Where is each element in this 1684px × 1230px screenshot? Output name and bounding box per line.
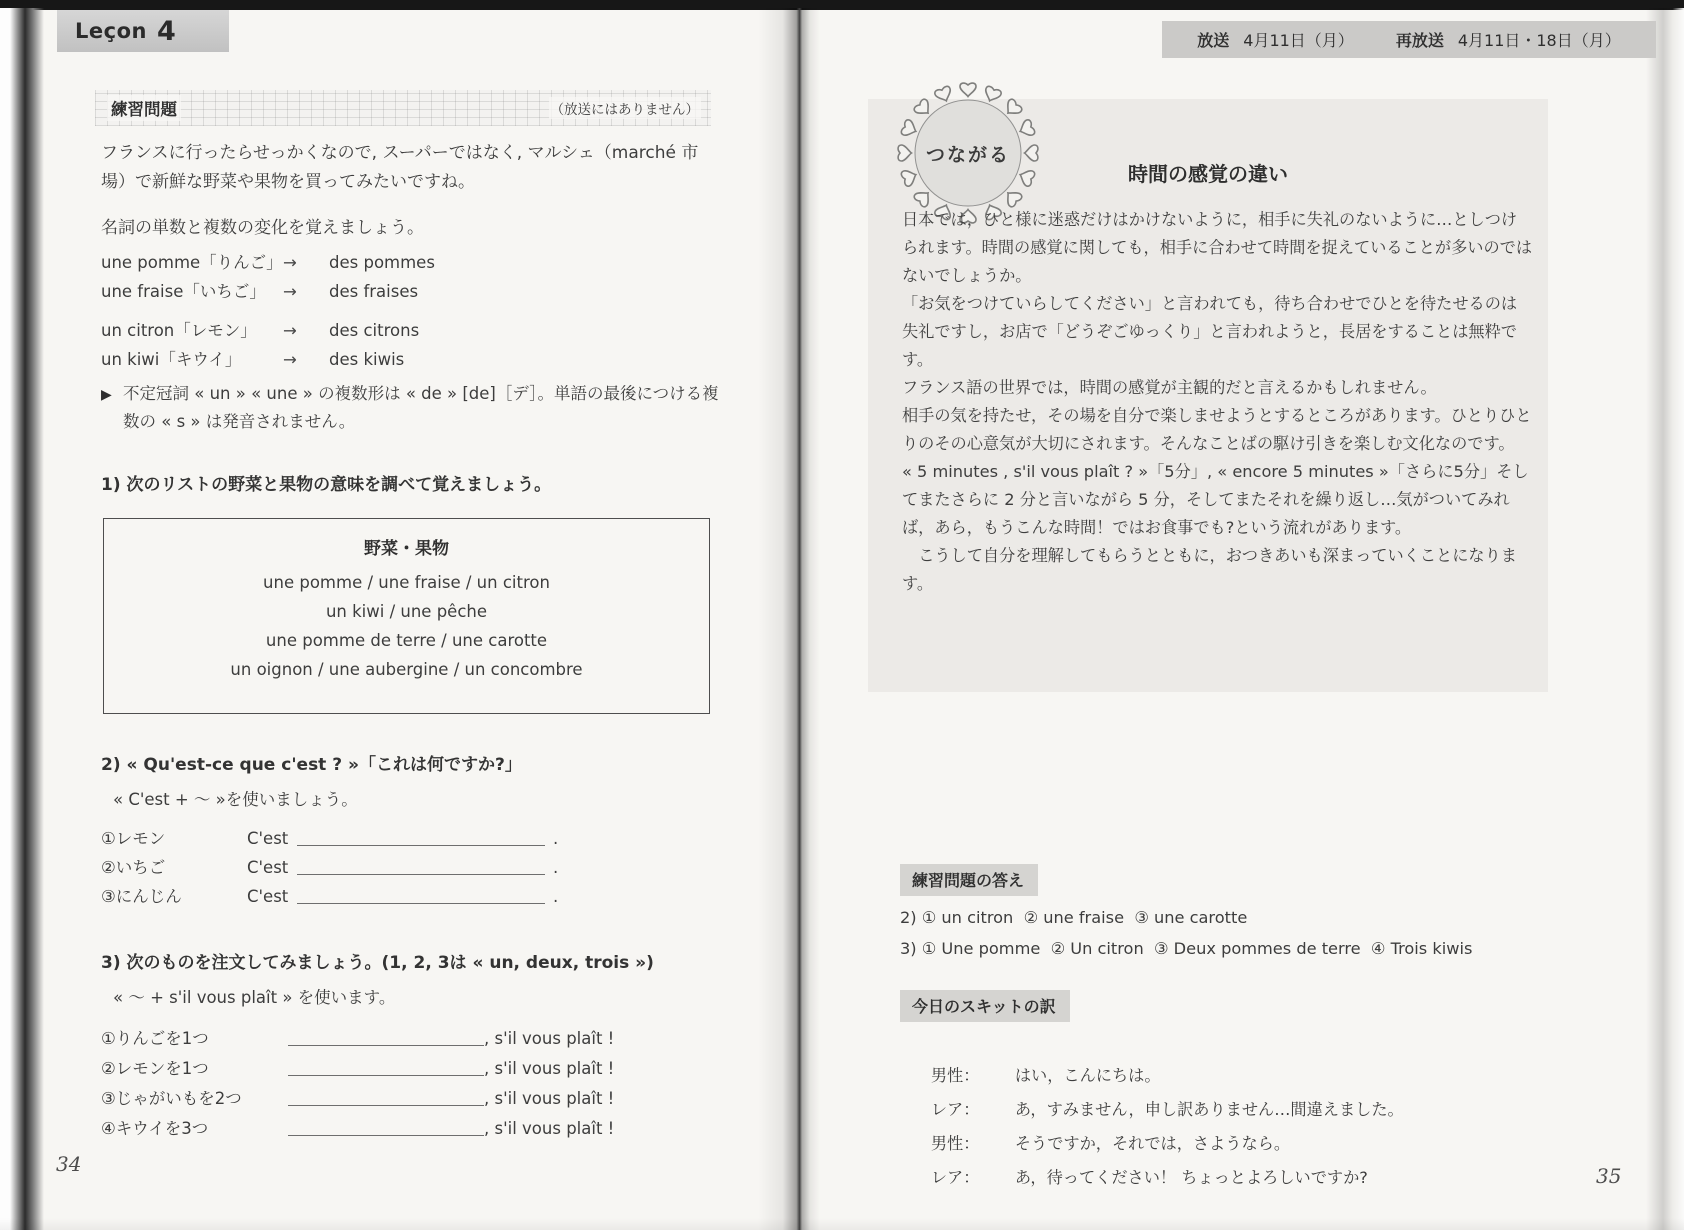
exercise2-item (101, 884, 558, 910)
skit-line (900, 1102, 1291, 1153)
period: . (553, 887, 559, 906)
skit-line (900, 1136, 1368, 1187)
arrow-right-glyph: → (283, 253, 297, 272)
item-word: りんごを1つ (115, 1029, 209, 1048)
broadcast-label: 放送 (1197, 31, 1230, 50)
column-paragraph: « 5 minutes , s'il vous plaît ? »「5分」, « encore 5 minutes »「さらに5分」そしてまたさらに 2 分と言いながら 5 分，そしてまたそれを繰り返し…気がついてみれば，あら，もうこんな時間！ではお食事でも?という流れがあります。 (902, 462, 1529, 537)
vocab-plural: des citrons (329, 321, 420, 340)
vocab-row (101, 316, 435, 345)
arrow-right-glyph: → (283, 350, 297, 369)
grammar-note (101, 380, 725, 436)
lesson-number: 4 (156, 15, 176, 47)
skit-line (900, 1068, 1404, 1119)
item-label (101, 1116, 288, 1142)
vocab-row (101, 345, 435, 374)
vocab-singular: un kiwi「キウイ」 (101, 350, 242, 369)
skit-text: あ，すみません，申し訳ありません…間違えました。 (1014, 1100, 1404, 1119)
arrow-right-glyph: → (283, 282, 297, 301)
intro-paragraph: フランスに行ったらせっかくなので, スーパーではなく, マルシェ（marché 市場）で新鮮な野菜や果物を買ってみたいですね。 (101, 143, 699, 192)
circled-number: ① (101, 1029, 116, 1048)
circled-number: ④ (101, 1119, 116, 1138)
cest-prefix: C'est (247, 858, 289, 877)
exercise3-item (101, 1086, 614, 1112)
item-word: キウイを3つ (115, 1119, 209, 1138)
column-body (902, 206, 1532, 598)
answer-blank (288, 1056, 484, 1076)
skit-translation-header: 今日のスキットの訳 (900, 990, 1070, 1022)
item-label (101, 1056, 288, 1082)
box-line: un kiwi / une pêche (325, 602, 488, 621)
book-gutter-shadow (758, 8, 820, 1230)
item-word: にんじん (115, 887, 182, 906)
item-label (101, 855, 247, 881)
item-label (101, 826, 247, 852)
answer-blank (288, 1086, 484, 1106)
sil-vous-plait-suffix: , s'il vous plaît ! (484, 1119, 615, 1138)
exercise1-heading: 1) 次のリストの野菜と果物の意味を調べて覚えましょう。 (101, 475, 552, 495)
skit-text: はい，こんにちは。 (1014, 1066, 1161, 1085)
exercise3-item (101, 1026, 614, 1052)
circled-number: ③ (101, 1089, 116, 1108)
vocab-singular: une pomme「りんご」 (101, 253, 283, 272)
circled-number: ① (101, 829, 116, 848)
vegetable-fruit-box (103, 518, 710, 714)
box-line: une pomme de terre / une carotte (265, 631, 548, 650)
item-word: いちご (115, 858, 166, 877)
box-line: un oignon / une aubergine / un concombre (230, 660, 583, 679)
skit-speaker: 男性： (930, 1134, 980, 1153)
item-word: レモンを1つ (115, 1059, 209, 1078)
answer-blank (288, 1026, 484, 1046)
sil-vous-plait-suffix: , s'il vous plaît ! (484, 1059, 615, 1078)
exercise3-subline: « ～ + s'il vous plaît » を使います。 (113, 988, 396, 1007)
triangle-bullet-icon: ▶ (101, 387, 112, 403)
vocab-plural: des fraises (329, 282, 419, 301)
exercise3-heading: 3) 次のものを注文してみましょう。(1, 2, 3は « un, deux, trois ») (101, 953, 654, 973)
exercise-band-title: 練習問題 (107, 95, 181, 121)
rebroadcast-date: 4月11日・18日（月） (1457, 31, 1621, 50)
arrow-right-glyph: → (283, 321, 297, 340)
item-word: じゃがいもを2つ (115, 1089, 242, 1108)
item-label (101, 1086, 288, 1112)
badge-label: つながる (925, 144, 1010, 166)
item-word: レモン (115, 829, 166, 848)
vocab-gap (101, 306, 435, 316)
broadcast-date: 4月11日（月） (1243, 31, 1354, 50)
sil-vous-plait-suffix: , s'il vous plaît ! (484, 1029, 615, 1048)
answers-line: 3) ① Une pomme ② Un citron ③ Deux pommes de terre ④ Trois kiwis (900, 939, 1473, 958)
period: . (553, 829, 559, 848)
vocab-row (101, 248, 435, 277)
column-paragraph: フランス語の世界では，時間の感覚が主観的だと言えるかもしれません。 (902, 378, 1437, 397)
grammar-note-text: 不定冠詞 « un » « une » の複数形は « de » [de]［デ］。単語の最後につける複数の « s » は発音されません。 (123, 384, 719, 431)
exercise-band-note: （放送にはありません） (549, 97, 702, 119)
exercise-section-band (95, 90, 711, 126)
skit-line (900, 1034, 1161, 1085)
circled-number: ② (101, 1059, 116, 1078)
skit-text: そうですか，それでは，さようなら。 (1014, 1134, 1291, 1153)
column-paragraph: 相手の気を持たせ，その場を自分で楽しませようとするところがあります。ひとりひとりのその心意気が大切にされます。そんなことばの駆け引きを楽しむ文化なのです。 (902, 406, 1532, 453)
exercise3-item (101, 1056, 614, 1082)
circled-number: ② (101, 858, 116, 877)
box-line: une pomme / une fraise / un citron (263, 573, 550, 592)
item-label (101, 1026, 288, 1052)
exercise3-item (101, 1116, 614, 1142)
period: . (553, 858, 559, 877)
item-label (101, 884, 247, 910)
box-title: 野菜・果物 (364, 539, 449, 559)
column-title: 時間の感覚の違い (1128, 162, 1288, 186)
skit-speaker: 男性： (930, 1066, 980, 1085)
sil-vous-plait-suffix: , s'il vous plaît ! (484, 1089, 615, 1108)
scan-bottom-shadow (0, 1218, 1684, 1230)
exercise2-item (101, 855, 558, 881)
vocab-plural: des kiwis (329, 350, 405, 369)
column-paragraph: こうして自分を理解してもらうとともに，おつきあいも深まっていくことになります。 (902, 546, 1517, 593)
skit-speaker: レア： (930, 1168, 980, 1187)
column-paragraph: 「お気をつけていらしてください」と言われても，待ち合わせでひとを待たせるのは失礼ですし，お店で「どうぞごゆっくり」と言われようと，長居をすることは無粋です。 (902, 294, 1518, 369)
book-right-edge (1646, 8, 1684, 1230)
circled-number: ③ (101, 887, 116, 906)
exercise2-subline: « C'est + ～ »を使いましょう。 (113, 790, 358, 809)
page-number-right: 35 (1596, 1164, 1622, 1188)
rebroadcast-label: 再放送 (1395, 31, 1444, 50)
page-number-left: 34 (56, 1152, 82, 1176)
cest-prefix: C'est (247, 887, 289, 906)
answer-blank (297, 826, 545, 846)
vocab-pair-list (101, 248, 435, 374)
answer-blank (297, 884, 545, 904)
cest-prefix: C'est (247, 829, 289, 848)
vocab-row (101, 277, 435, 306)
broadcast-date-band (1162, 21, 1656, 58)
exercise2-item (101, 826, 558, 852)
answers-line: 2) ① un citron ② une fraise ③ une carotte (900, 908, 1248, 927)
column-paragraph: 日本では，ひと様に迷惑だけはかけないように，相手に失礼のないように…としつけられます。時間の感覚に関しても，相手に合わせて時間を捉えていることが多いのではないでしょうか。 (902, 210, 1533, 285)
skit-speaker: レア： (930, 1100, 980, 1119)
vocab-singular: un citron「レモン」 (101, 321, 257, 340)
lesson-header-box (57, 10, 229, 52)
plural-intro-line: 名詞の単数と複数の変化を覚えましょう。 (101, 218, 424, 238)
scan-top-bar (0, 0, 1684, 10)
lesson-label: Leçon (75, 19, 147, 43)
vocab-singular: une fraise「いちご」 (101, 282, 266, 301)
exercise2-heading: 2) « Qu'est-ce que c'est ? »「これは何ですか?」 (101, 755, 522, 775)
book-left-edge (0, 8, 44, 1230)
answers-section-header: 練習問題の答え (900, 864, 1038, 896)
vocab-plural: des pommes (329, 253, 435, 272)
answer-blank (288, 1116, 484, 1136)
skit-text: あ，待ってください！ ちょっとよろしいですか? (1014, 1168, 1368, 1187)
answer-blank (297, 855, 545, 875)
